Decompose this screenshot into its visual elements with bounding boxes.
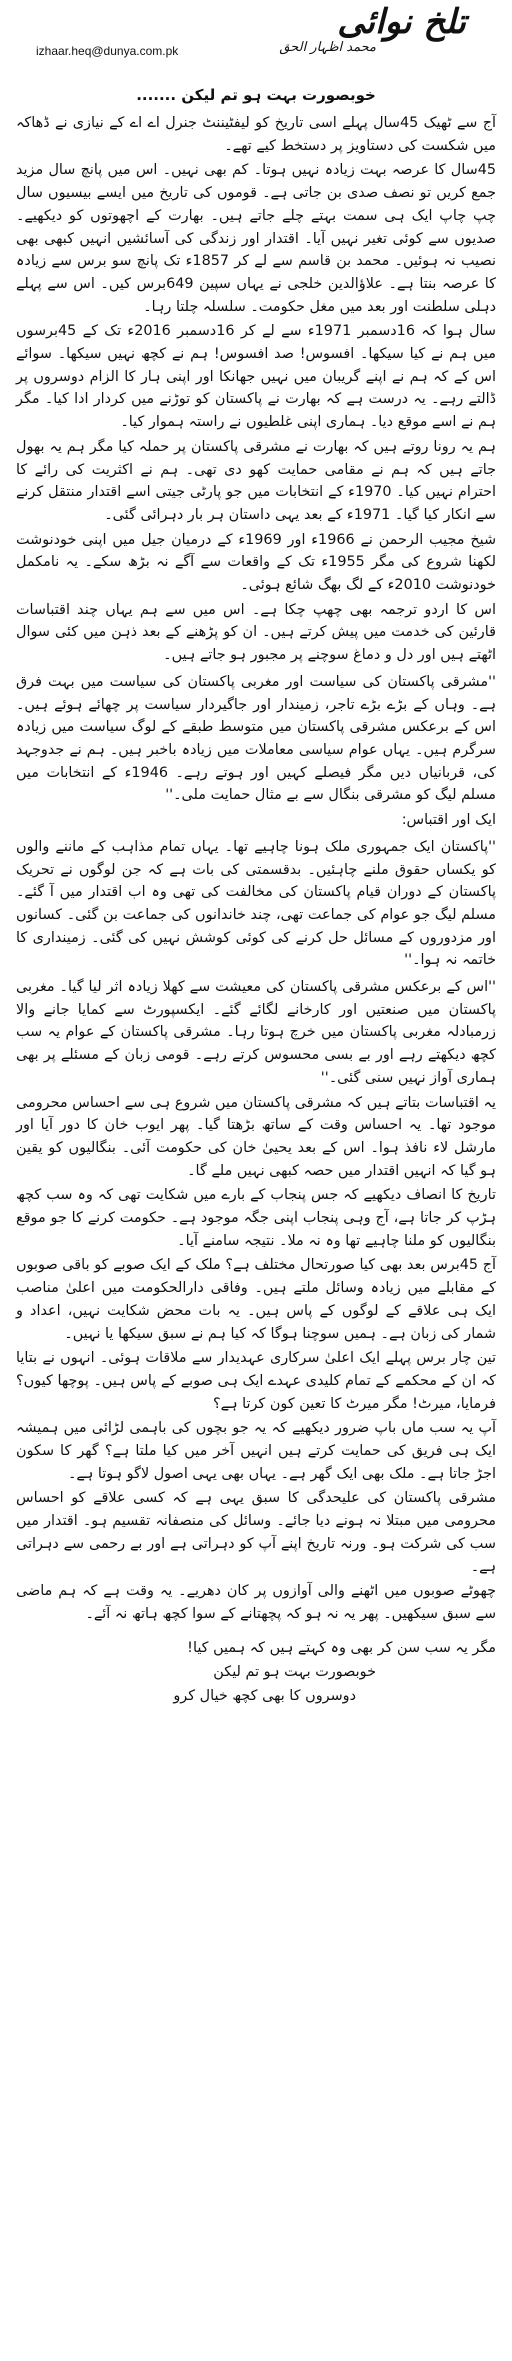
article-paragraph: ہم یہ رونا روتے ہیں کہ بھارت نے مشرقی پاکستان پر حملہ کیا مگر ہم یہ بھول جاتے ہیں کہ ہم نے مقامی حمایت کھو دی تھی۔ ہم نے اکثریت کی رائے کا احترام نہیں کیا۔ 1970ء کے انتخابات میں جو پارٹی جیتی اسے اقتدار منتقل کرنے سے انکار کیا گیا۔ 1971ء کے بعد یہی داستان ہر بار دہرائی گئی۔	[16, 438, 496, 523]
article-paragraph: یہ اقتباسات بتاتے ہیں کہ مشرقی پاکستان میں شروع ہی سے احساس محرومی موجود تھا۔ یہ احساس وقت کے ساتھ بڑھتا گیا۔ پھر ایوب خان کا دور آیا اور مارشل لاء نافذ ہوا۔ اس کے بعد یحییٰ خان کی حکومت آئی۔ بنگالیوں کو یقین ہو گیا کہ انہیں اقتدار میں حصہ کبھی نہیں ملے گا۔	[16, 1094, 496, 1179]
article-body	[16, 112, 496, 1626]
article-paragraph: آپ یہ سب ماں باپ ضرور دیکھیے کہ یہ جو بچوں کی باہمی لڑائی میں ہمیشہ ایک ہی فریق کی حمایت کرتے ہیں انہیں آخر میں کیا ملتا ہے؟ گھر کا سکون اجڑ جاتا ہے۔ ملک بھی ایک گھر ہے۔ یہاں بھی یہی اصول لاگو ہوتا ہے۔	[16, 1420, 496, 1482]
column-title: تلخ نوائی	[337, 2, 466, 42]
article-paragraph: ''مشرقی پاکستان کی سیاست اور مغربی پاکستان کی سیاست میں بہت فرق ہے۔ وہاں کے بڑے بڑے تاجر، زمیندار اور جاگیردار سیاست پر چھائے ہوئے ہیں۔ اس کے برعکس مشرقی پاکستان میں متوسط طبقے کے لوگ سیاست میں زیادہ سرگرم ہیں۔ یہاں عوام سیاسی معاملات میں زیادہ باخبر ہیں۔ ہم نے جدوجہد کی، قربانیاں دیں مگر فیصلے کہیں اور ہوتے رہے۔ 1946ء کے انتخابات میں مسلم لیگ کو مشرقی بنگال سے بے مثال حمایت ملی۔''	[16, 673, 496, 804]
article-paragraph: 45سال کا عرصہ بہت زیادہ نہیں ہوتا۔ کم بھی نہیں۔ اس میں پانچ سال مزید جمع کریں تو نصف صدی بن جاتی ہے۔ قوموں کی تاریخ میں ایسے بیسیوں سال چپ چاپ ایک ہی سمت بہتے چلے جاتے ہیں۔ بھارت کے اچھوتوں کو دیکھیے۔ صدیوں سے کوئی تغیر نہیں آیا۔ اقتدار اور زندگی کی آسائشیں انہیں کبھی بھی نصیب نہ ہوئیں۔ محمد بن قاسم سے لے کر 1857ء تک پانچ سو برس سے زیادہ کا عرصہ بنتا ہے۔ علاؤالدین خلجی نے یہاں سپین 649برس کیں۔ اس سے پہلے دہلی سلطنت اور بعد میں مغل حکومت۔ سلسلہ چلتا رہا۔	[16, 162, 496, 315]
article-paragraph: ایک اور اقتباس:	[401, 812, 496, 829]
article-paragraph: ''پاکستان ایک جمہوری ملک ہونا چاہیے تھا۔ یہاں تمام مذاہب کے ماننے والوں کو یکساں حقوق ملنے چاہئیں۔ بدقسمتی کی بات ہے کہ جن لوگوں نے تحریک پاکستان کے دوران قیام پاکستان کی مخالفت کی تھی وہ اب اقتدار میں آ گئے۔ مسلم لیگ جو عوام کی جماعت تھی، چند خاندانوں کی جماعت بن گئی۔ کسانوں اور مزدوروں کے مسائل حل کرنے کی کوئی کوشش نہیں کی گئی۔ زمینداری کا خاتمہ نہ ہوا۔''	[16, 838, 496, 969]
article-paragraph: چھوٹے صوبوں میں اٹھنے والی آوازوں پر کان دھریے۔ یہ وقت ہے کہ ہم ماضی سے سبق سیکھیں۔ پھر یہ نہ ہو کہ پچھتانے کے سوا کچھ ہاتھ نہ آئے۔	[16, 1583, 496, 1622]
author-email[interactable]: izhaar.heq@dunya.com.pk	[36, 44, 179, 58]
article-paragraph: آج سے ٹھیک 45سال پہلے اسی تاریخ کو لیفٹیننٹ جنرل اے اے کے نیازی نے ڈھاکہ میں شکست کی دستاویز پر دستخط کیے تھے۔	[16, 115, 496, 154]
author-name: محمد اظہار الحق	[279, 40, 376, 55]
masthead	[16, 0, 496, 72]
article-paragraph: سال ہوا کہ 16دسمبر 1971ء سے لے کر 16دسمبر 2016ء تک کے 45برسوں میں ہم نے کیا سیکھا۔ افسوس! صد افسوس! ہم نے کچھ نہیں سیکھا۔ سوائے اس کے کہ ہم نے اپنے گریبان میں نہیں جھانکا اور اپنی ہار کا الزام دوسروں پر ڈالتے رہے۔ یہ درست ہے کہ بھارت نے پاکستان کو توڑنے میں کردار ادا کیا۔ مگر ہم نے اسے موقع دیا۔ ہماری اپنی غلطیوں نے راستہ ہموار کیا۔	[16, 323, 496, 431]
article-paragraph: ''اس کے برعکس مشرقی پاکستان کی معیشت سے کھلا زیادہ اثر لیا گیا۔ مغربی پاکستان میں صنعتیں اور کارخانے لگائے گئے۔ ایکسپورٹ سے کمایا جانے والا زرمبادلہ مغربی پاکستان میں خرچ ہوتا رہا۔ مشرقی پاکستان کے عوام یہ سب کچھ دیکھتے رہے اور بے بسی محسوس کرتے رہے۔ قومی زبان کے مسئلے پر بھی ہماری آواز نہیں سنی گئی۔''	[16, 979, 496, 1086]
article-paragraph: آج 45برس بعد بھی کیا صورتحال مختلف ہے؟ ملک کے ایک صوبے کو باقی صوبوں کے مقابلے میں زیادہ وسائل ملتے ہیں۔ وفاقی دارالحکومت میں اعلیٰ مناصب ایک ہی علاقے کے لوگوں کے پاس ہیں۔ یہ بات محض شکایت نہیں، اعداد و شمار کی زبان ہے۔ ہمیں سوچنا ہوگا کہ کیا ہم نے سبق سیکھا یا نہیں۔	[16, 1257, 496, 1342]
closing-verse-1: خوبصورت بہت ہو تم لیکن	[213, 1663, 376, 1680]
closing-line: مگر یہ سب سن کر بھی وہ کہتے ہیں کہ ہمیں کیا!	[187, 1639, 496, 1656]
article-paragraph: تین چار برس پہلے ایک اعلیٰ سرکاری عہدیدار سے ملاقات ہوئی۔ انہوں نے بتایا کہ ان کے محکمے کے تمام کلیدی عہدے ایک ہی صوبے کے پاس ہیں۔ پوچھا کیوں؟ فرمایا، میرٹ! مگر میرٹ کا تعین کون کرتا ہے؟	[16, 1350, 496, 1412]
closing-verse-2: دوسروں کا بھی کچھ خیال کرو	[173, 1687, 356, 1704]
article-paragraph: مشرقی پاکستان کی علیحدگی کا سبق یہی ہے کہ کسی علاقے کو احساس محرومی میں مبتلا نہ ہونے دیا جائے۔ وسائل کی منصفانہ تقسیم ہو۔ اقتدار میں سب کی شرکت ہو۔ ورنہ تاریخ اپنے آپ کو دہراتی ہے اور بے رحمی سے دہراتی ہے۔	[16, 1490, 496, 1575]
article-paragraph: تاریخ کا انصاف دیکھیے کہ جس پنجاب کے بارے میں شکایت تھی کہ وہ سب کچھ ہڑپ کر جاتا ہے، آج وہی پنجاب اپنی جگہ موجود ہے۔ حکومت کرنے کا جو موقع بنگالیوں کو ملنا چاہیے تھا وہ نہ ملا۔ نتیجہ سامنے آیا۔	[16, 1187, 496, 1249]
article-paragraph: شیخ مجیب الرحمن نے 1966ء اور 1969ء کے درمیان جیل میں اپنی خودنوشت لکھنا شروع کی مگر 1955ء تک کے واقعات سے آگے نہ بڑھ سکے۔ یہ نامکمل خودنوشت 2010ء کے لگ بھگ شائع ہوئی۔	[16, 531, 497, 594]
article-paragraph: اس کا اردو ترجمہ بھی چھپ چکا ہے۔ اس میں سے ہم یہاں چند اقتباسات قارئین کی خدمت میں پیش کرتے ہیں۔ ان کو پڑھنے کے بعد ذہن میں کئی سوال اٹھتے ہیں اور دل و دماغ سوچنے پر مجبور ہو جاتے ہیں۔	[16, 601, 496, 664]
article-headline: خوبصورت بہت ہو تم لیکن .......	[136, 86, 376, 104]
article-closing	[16, 1636, 496, 1708]
